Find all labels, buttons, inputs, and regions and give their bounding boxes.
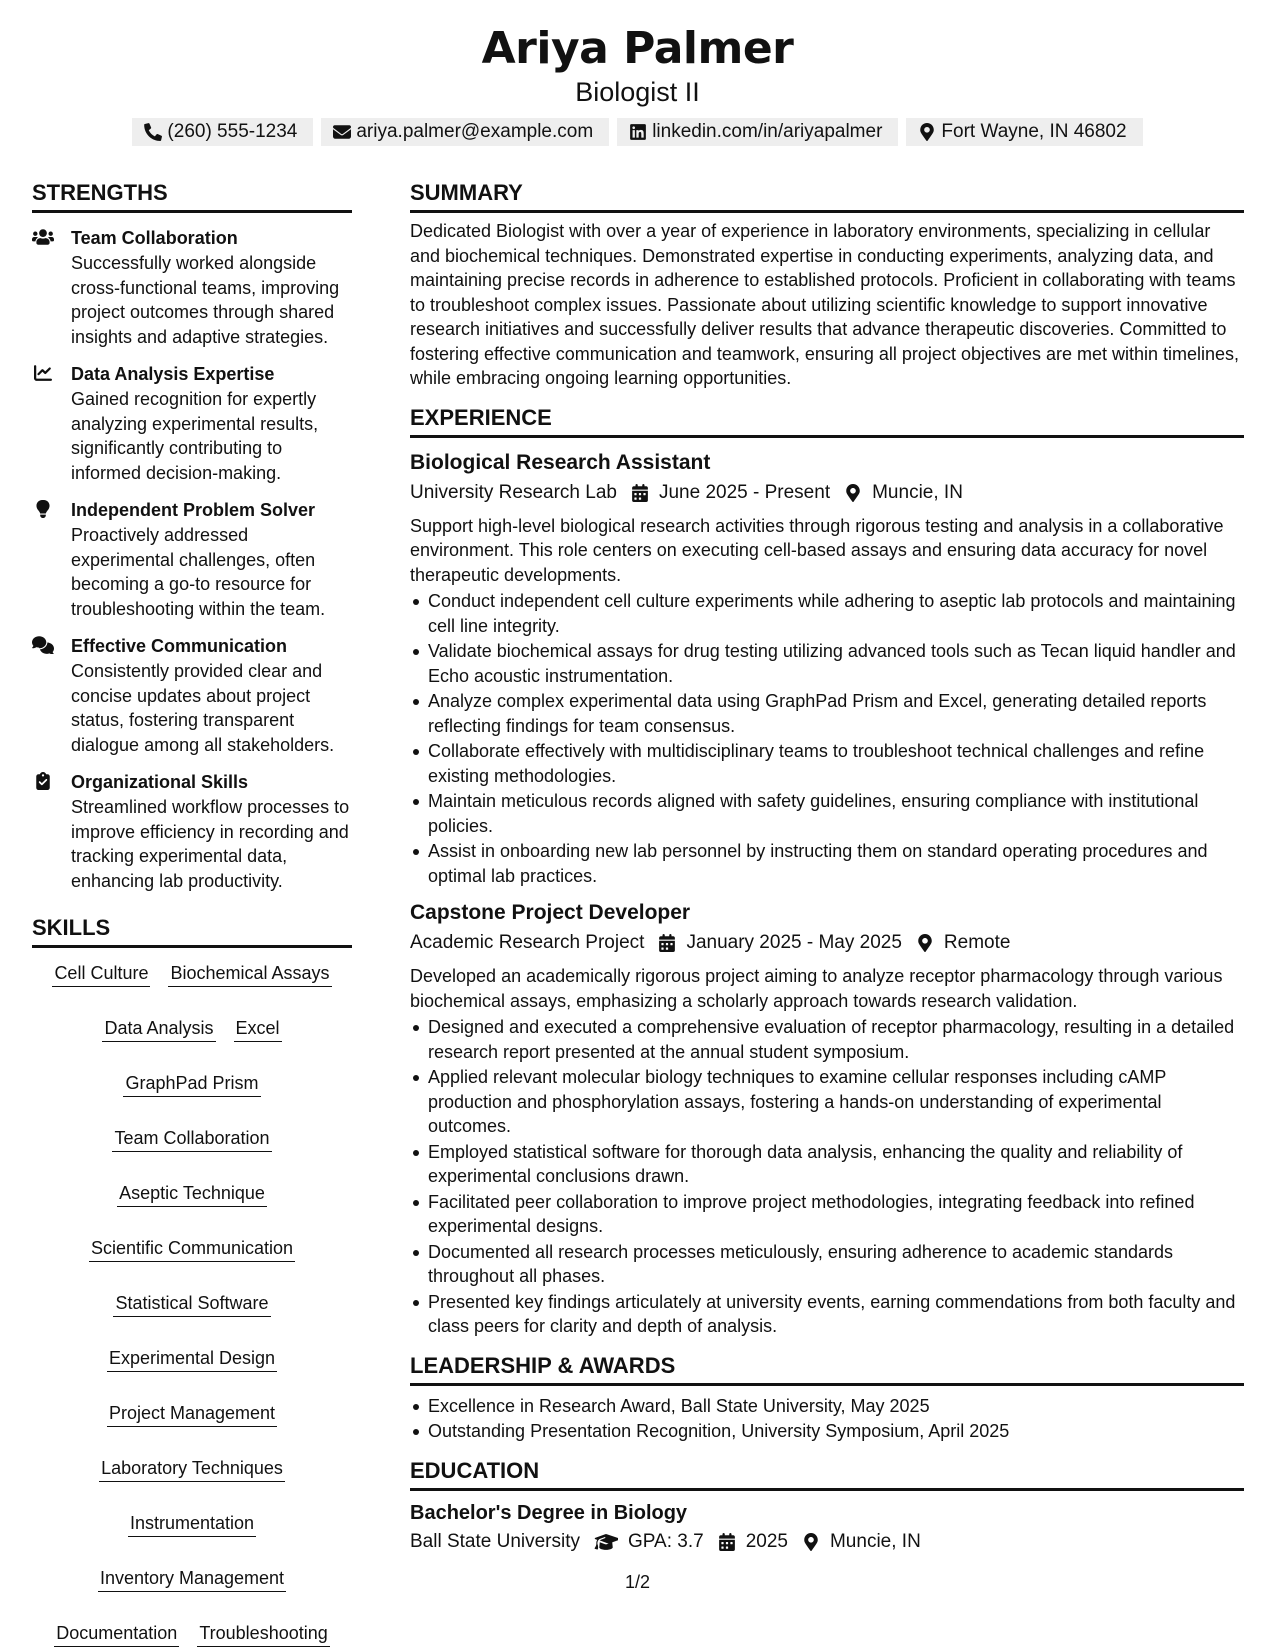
strength-desc: Streamlined workflow processes to improve efficiency in recording and tracking experimental data, enhancing lab productivity.: [71, 797, 350, 891]
awards-section: [410, 1351, 1244, 1444]
strength-item: [32, 225, 352, 349]
contact-email[interactable]: [321, 118, 609, 146]
experience-section: [410, 403, 1244, 1339]
map-marker-icon: [916, 934, 934, 952]
skill-tag: Statistical Software: [113, 1290, 270, 1317]
bullet-item: Analyze complex experimental data using GraphPad Prism and Excel, generating detailed reports reflecting findings for team consensus.: [410, 689, 1244, 738]
contact-bar: [0, 118, 1275, 146]
edu-school: Ball State University: [410, 1530, 581, 1552]
strength-title: Organizational Skills: [71, 772, 249, 792]
job-title: Capstone Project Developer: [410, 901, 691, 924]
right-column: [410, 178, 1244, 1557]
strength-desc: Successfully worked alongside cross-functional teams, improving project outcomes through shared insights and adaptive strategies.: [71, 253, 340, 347]
summary-heading: SUMMARY: [410, 178, 1244, 213]
calendar-icon: [658, 934, 676, 952]
bullet-item: Employed statistical software for thorough data analysis, enhancing the quality and reliability of experimental conclusions drawn.: [410, 1140, 1244, 1189]
graduation-cap-icon: [594, 1533, 618, 1551]
job-dates: June 2025 - Present: [658, 481, 831, 503]
job-location: Remote: [943, 932, 1011, 953]
award-item: Excellence in Research Award, Ball State University, May 2025: [410, 1394, 1244, 1419]
bullet-item: Maintain meticulous records aligned with safety guidelines, ensuring compliance with institutional policies.: [410, 789, 1244, 838]
strength-item: [32, 361, 352, 485]
edu-gpa: GPA: 3.7: [628, 1530, 704, 1552]
page-number: 1/2: [624, 1572, 651, 1592]
skills-heading: SKILLS: [32, 913, 352, 948]
bullet-item: Assist in onboarding new lab personnel by instructing them on standard operating procedures and optimal lab practices.: [410, 839, 1244, 888]
lightbulb-icon: [32, 500, 54, 518]
phone-icon: [144, 123, 162, 141]
skill-tag: Documentation: [54, 1620, 179, 1647]
map-marker-icon: [844, 484, 862, 502]
candidate-title: Biologist II: [575, 77, 700, 107]
strength-title: Independent Problem Solver: [71, 500, 316, 520]
bullet-item: Designed and executed a comprehensive evaluation of receptor pharmacology, resulting in a detailed research report presented at the annual student symposium.: [410, 1015, 1244, 1064]
job-org: University Research Lab: [410, 481, 617, 503]
job-meta: [410, 478, 1244, 508]
email-text: ariya.palmer@example.com: [356, 121, 594, 142]
candidate-name: Ariya Palmer: [481, 23, 794, 74]
linkedin-icon: [629, 123, 647, 141]
edu-year: 2025: [745, 1530, 788, 1552]
edu-degree: Bachelor's Degree in Biology: [410, 1501, 688, 1524]
phone-text: (260) 555-1234: [167, 121, 298, 142]
job-org: Academic Research Project: [410, 932, 645, 953]
job-entry: [410, 448, 1244, 889]
bullet-item: Presented key findings articulately at university events, earning commendations from both faculty and class peers for clarity and depth of analysis.: [410, 1290, 1244, 1339]
skill-tag: Aseptic Technique: [117, 1180, 267, 1207]
bullet-item: Facilitated peer collaboration to improve project methodologies, integrating feedback into refined experimental designs.: [410, 1190, 1244, 1239]
skill-tag: Excel: [234, 1015, 282, 1042]
skill-tag: Inventory Management: [98, 1565, 286, 1592]
contact-location: [906, 118, 1142, 146]
bullet-item: Collaborate effectively with multidisciplinary teams to troubleshoot technical challenges and refine existing methodologies.: [410, 739, 1244, 788]
awards-list: [410, 1394, 1244, 1444]
skill-tag: Project Management: [107, 1400, 277, 1427]
envelope-icon: [333, 123, 351, 141]
skill-tag: Data Analysis: [102, 1015, 215, 1042]
job-location: Muncie, IN: [872, 481, 963, 503]
skill-tag: Troubleshooting: [197, 1620, 329, 1647]
left-column: [32, 178, 352, 1647]
job-desc: Developed an academically rigorous project aiming to analyze receptor pharmacology through various biochemical assays, emphasizing a scholarly approach towards research validation.: [410, 966, 1223, 1011]
strength-title: Data Analysis Expertise: [71, 364, 275, 384]
edu-location: Muncie, IN: [829, 1530, 921, 1552]
job-desc: Support high-level biological research activities through rigorous testing and analysis in a collaborative environment. This role centers on executing cell-based assays and ensuring data accuracy for novel therapeutic developments.: [410, 515, 1224, 585]
users-icon: [32, 228, 54, 246]
strength-desc: Consistently provided clear and concise updates about project status, fostering transparent dialogue among all stakeholders.: [71, 661, 335, 755]
job-title: Biological Research Assistant: [410, 450, 711, 474]
skill-tag: Cell Culture: [52, 960, 150, 987]
skill-tag: Instrumentation: [128, 1510, 256, 1537]
job-entry: [410, 898, 1244, 1339]
skill-tag: Scientific Communication: [89, 1235, 295, 1262]
experience-heading: EXPERIENCE: [410, 403, 1244, 438]
skill-tag: Laboratory Techniques: [99, 1455, 285, 1482]
bullet-item: Validate biochemical assays for drug testing utilizing advanced tools such as Tecan liquid handler and Echo acoustic instrumentation.: [410, 639, 1244, 688]
contact-linkedin[interactable]: [617, 118, 898, 146]
strength-item: [32, 769, 352, 893]
chart-line-icon: [32, 364, 54, 382]
awards-heading: LEADERSHIP & AWARDS: [410, 1351, 1244, 1386]
contact-phone[interactable]: [132, 118, 313, 146]
edu-meta: [410, 1527, 1244, 1557]
education-heading: EDUCATION: [410, 1456, 1244, 1491]
skills-list: [32, 960, 352, 1647]
job-bullets: [410, 1015, 1244, 1339]
skill-tag: Experimental Design: [107, 1345, 277, 1372]
strength-item: [32, 497, 352, 621]
linkedin-text: linkedin.com/in/ariyapalmer: [652, 121, 883, 142]
strength-desc: Gained recognition for expertly analyzing experimental results, significantly contributing to informed decision-making.: [71, 389, 319, 483]
skill-tag: GraphPad Prism: [123, 1070, 260, 1097]
job-bullets: [410, 589, 1244, 888]
job-meta: [410, 928, 1244, 958]
education-section: [410, 1456, 1244, 1557]
calendar-icon: [631, 484, 649, 502]
strength-title: Effective Communication: [71, 636, 288, 656]
bullet-item: Documented all research processes meticulously, ensuring adherence to academic standards throughout all phases.: [410, 1240, 1244, 1289]
skill-tag: Team Collaboration: [112, 1125, 271, 1152]
comments-icon: [32, 636, 54, 654]
map-marker-icon: [918, 123, 936, 141]
strength-title: Team Collaboration: [71, 228, 238, 248]
calendar-icon: [718, 1533, 736, 1551]
strength-desc: Proactively addressed experimental challenges, often becoming a go-to resource for troubleshooting within the team.: [71, 525, 326, 619]
job-dates: January 2025 - May 2025: [686, 932, 902, 953]
resume-header: [0, 22, 1275, 146]
bullet-item: Conduct independent cell culture experiments while adhering to aseptic lab protocols and maintaining cell line integrity.: [410, 589, 1244, 638]
award-item: Outstanding Presentation Recognition, University Symposium, April 2025: [410, 1419, 1244, 1444]
strength-item: [32, 633, 352, 757]
strengths-heading: STRENGTHS: [32, 178, 352, 213]
skill-tag: Biochemical Assays: [168, 960, 331, 987]
summary-text: Dedicated Biologist with over a year of experience in laboratory environments, specializing in cellular and biochemical techniques. Demonstrated expertise in conducting experiments, analyzing data, and maintaining precise records in adherence to established protocols. Proficient in collaborating with teams to troubleshoot complex issues. Passionate about utilizing scientific knowledge to support innovative research initiatives and successfully deliver results that advance therapeutic discoveries. Committed to fostering effective communication and teamwork, ensuring all project objectives are met within timelines, while embracing ongoing learning opportunities.: [410, 221, 1240, 388]
clipboard-check-icon: [32, 772, 54, 790]
bullet-item: Applied relevant molecular biology techniques to examine cellular responses including cAMP production and phosphorylation assays, fostering a hands-on understanding of experimental outcomes.: [410, 1065, 1244, 1139]
location-text: Fort Wayne, IN 46802: [941, 121, 1127, 142]
map-marker-icon: [802, 1533, 820, 1551]
